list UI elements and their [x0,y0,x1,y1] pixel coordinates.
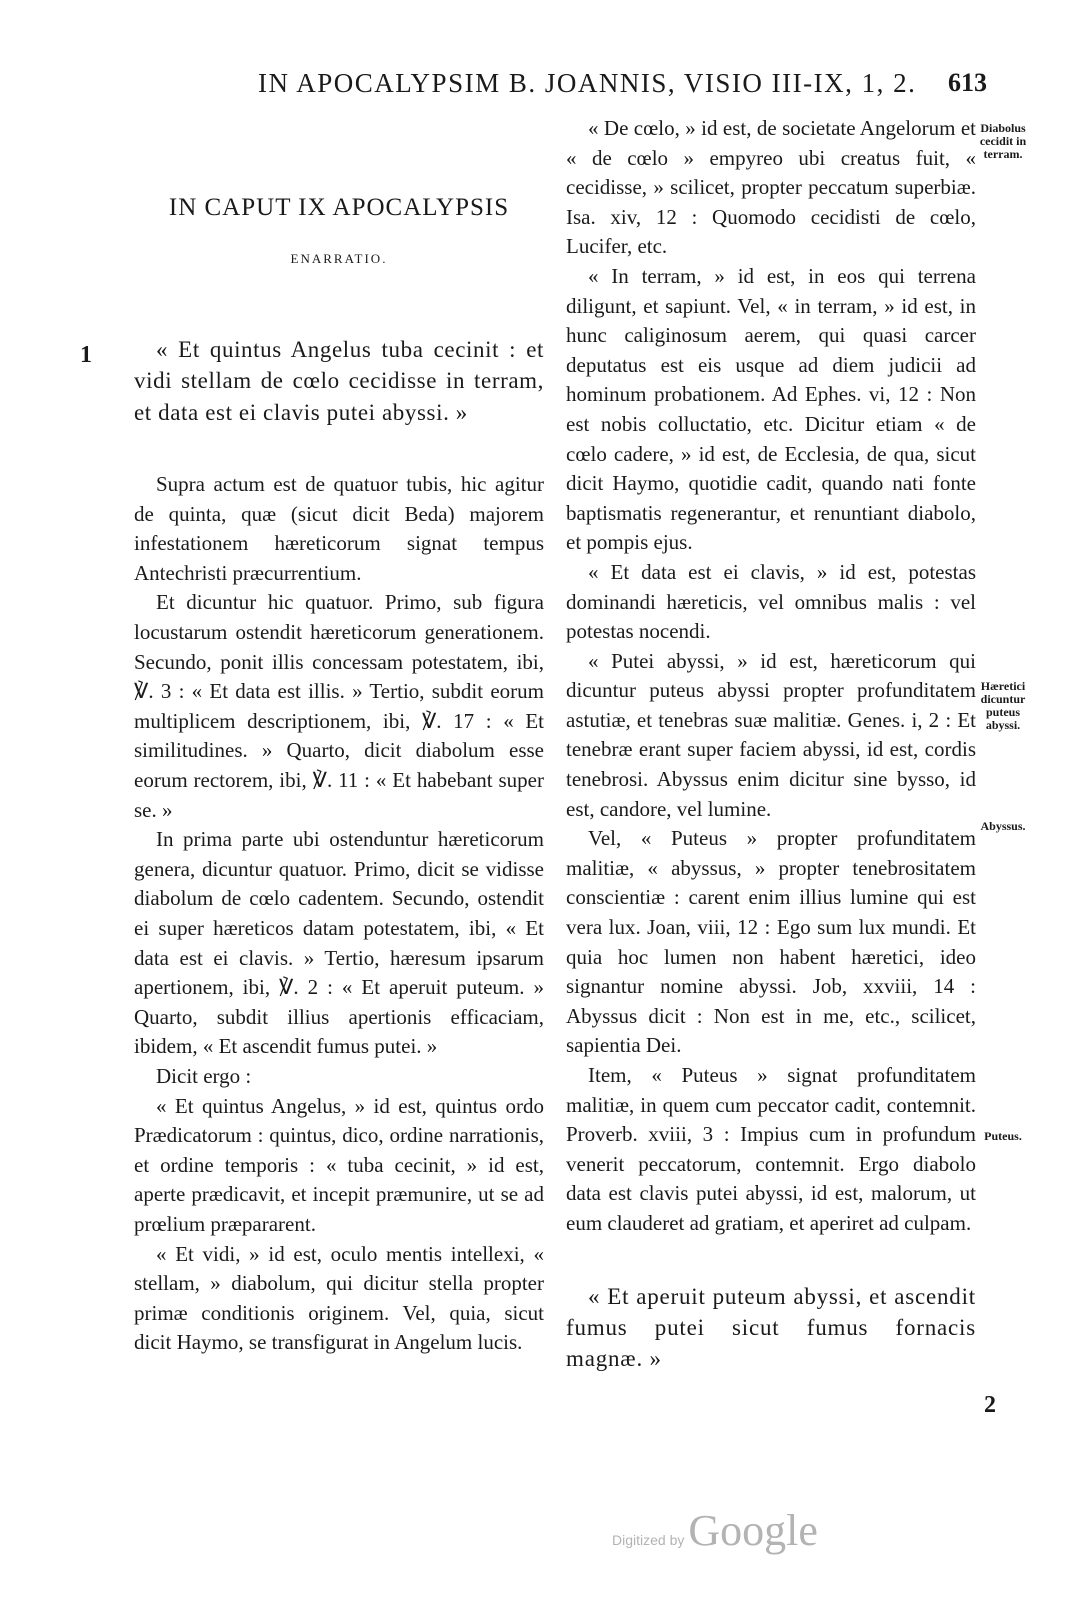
verse-number-2: 2 [984,1392,996,1418]
margin-note: Diabolus cecidit in terram. [979,121,1027,161]
left-column [134,80,544,1358]
chapter-subtitle: ENARRATIO. [290,251,388,266]
chapter-title: IN CAPUT IX APOCALYPSIS [168,194,510,221]
digitized-watermark [612,1505,818,1556]
commentary-paragraph: « Putei abyssi, » id est, hæreticorum qui dicuntur puteus abyssi propter profunditatem astutiæ, et tenebras suæ malitiæ. Genes. i, 2 : Et tenebræ erant super faciem abyssi, id est, cordis tenebrosi. Abyssus enim dicitur sine bysso, id est, candore, vel lumine. [566,648,976,821]
commentary-paragraph: In prima parte ubi ostenduntur hæreticorum genera, dicuntur quatuor. Primo, dicit se vidisse diabolum de cœlo cadentem. Secundo, ostendit ei super hæreticos datam potestatem, ibi, « Et data est ei clavis. » Tertio, hæresum ipsarum apertionem, ibi, ℣. 2 : « Et aperuit puteum. » Quarto, subdit illius apertionis efficaciam, ibidem, « Et ascendit fumus putei. » [134,827,544,1059]
watermark-prefix: Digitized by [612,1532,685,1548]
commentary-paragraph: « Et data est ei clavis, » id est, potestas dominandi hæreticis, vel omnibus malis : vel potestas nocendi. [566,559,976,644]
commentary-paragraph: Dicit ergo : [156,1063,252,1088]
commentary-paragraph: Vel, « Puteus » propter profunditatem malitiæ, « abyssus, » propter tenebrositatem conscientiæ : carent enim illius lumine qui est vera lux. Joan, viii, 12 : Ego sum lux mundi. Et quia hoc lumen non habent hæretici, ideo signantur nomine abyssi. Job, xxviii, 14 : Abyssus dicit : Non est in me, etc., scilicet, sapientia Dei. [566,826,976,1058]
commentary-paragraph: « De cœlo, » id est, de societate Angelorum et « de cœlo » empyreo ubi creatus fuit, « cecidisse, » scilicet, propter peccatum superbiæ. Isa. xiv, 12 : Quomodo cecidisti de cœlo, Lucifer, etc. [566,116,976,259]
commentary-paragraph: Supra actum est de quatuor tubis, hic agitur de quinta, quæ (sicut dicit Beda) majorem infestationem hæreticorum signat tempus Antechristi præcurrentium. [134,472,544,585]
commentary-paragraph: « Et quintus Angelus, » id est, quintus ordo Prædicatorum : quintus, dico, ordine narrationis, et ordine temporis : « tuba cecinit, » id est, aperte prædicavit, et incepit præmunire, ut se ad prœlium præpararent. [134,1093,544,1236]
commentary-paragraph: « Et vidi, » id est, oculo mentis intellexi, « stellam, » diabolum, qui dicitur stella propter primæ conditionis originem. Vel, quia, sicut dicit Haymo, se transfigurat in Angelum lucis. [134,1241,544,1355]
verse-1-text: « Et quintus Angelus tuba cecinit : et vidi stellam de cœlo cecidisse in terram, et data est ei clavis putei abyssi. » [134,336,544,425]
verse-2-text: « Et aperuit puteum abyssi, et ascendit fumus putei sicut fumus fornacis magnæ. » [566,1283,976,1371]
running-header: IN APOCALYPSIM B. JOANNIS, VISIO III-IX, 1, 2. [258,68,917,98]
google-logo: Google [688,1506,818,1555]
margin-note: Abyssus. [980,819,1026,833]
page-number: 613 [948,68,987,97]
margin-note: Hæretici dicuntur puteus abyssi. [980,679,1026,732]
margin-note: Puteus. [984,1129,1022,1143]
verse-number-1: 1 [80,342,92,368]
commentary-paragraph: « In terram, » id est, in eos qui terrena diligunt, et sapiunt. Vel, « in terram, » id est, in hunc caliginosum aerem, qui quasi carcer deputatus est eis usque ad diem judicii ad hominum probationem. Ad Ephes. vi, 12 : Non est nobis colluctatio, etc. Dicitur etiam « de cœlo cadere, » id est, de Ecclesia, de qua, sicut dicit Haymo, quotidie cadit, quando nati fonte baptismatis regenerantur, et renuntiant diabolo, et pompis ejus. [566,263,976,555]
commentary-paragraph: Et dicuntur hic quatuor. Primo, sub figura locustarum ostendit hæreticorum generationem. Secundo, ponit illis concessam potestatem, ibi, ℣. 3 : « Et data est illis. » Tertio, subdit eorum multiplicem descriptionem, ibi, ℣. 17 : « Et similitudines. » Quarto, dicit diabolum esse eorum rectorem, ibi, ℣. 11 : « Et habebant super se. » [134,590,544,822]
commentary-paragraph: Item, « Puteus » signat profunditatem malitiæ, in quem cum peccator cadit, contemnit. Proverb. xviii, 3 : Impius cum in profundum venerit peccatorum, contemnit. Ergo diabolo data est clavis putei abyssi, id est, malorum, ut eum clauderet ad gratiam, et aperiret ad culpam. [566,1063,976,1235]
right-column [566,114,976,1374]
